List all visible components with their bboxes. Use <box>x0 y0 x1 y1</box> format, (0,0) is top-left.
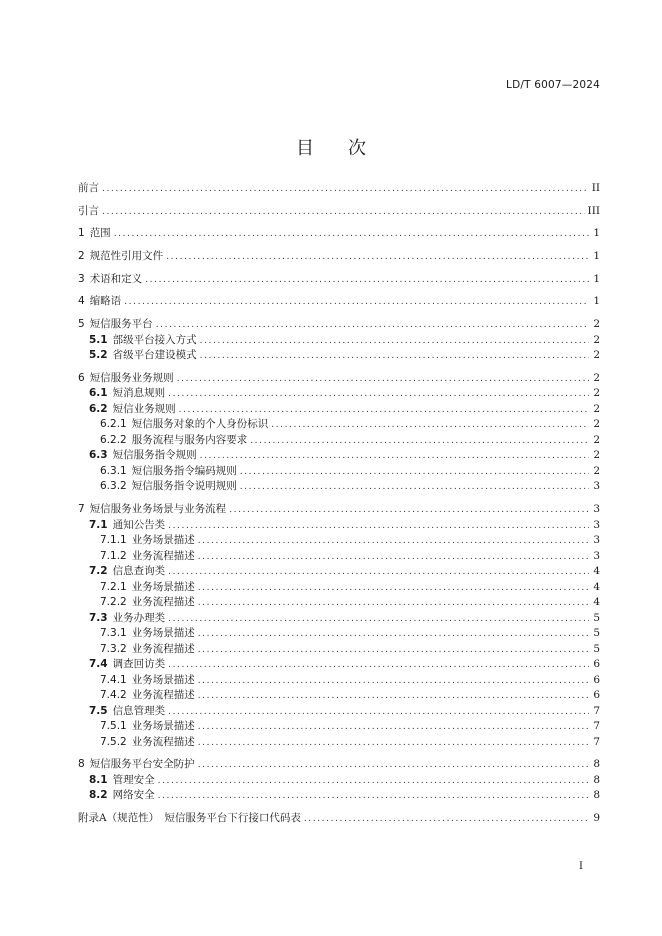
toc-entry[interactable] <box>78 272 600 288</box>
toc-entry-page: 1 <box>593 272 600 285</box>
toc-entry-page: 5 <box>593 642 600 655</box>
toc-dot-leader <box>156 318 589 333</box>
toc-entry[interactable] <box>78 386 600 402</box>
toc-entry-number: 7.1 <box>89 518 108 531</box>
toc-dot-leader <box>168 705 589 720</box>
toc-entry-page: 5 <box>593 627 600 639</box>
toc-entry-label: 业务流程描述 <box>131 549 195 562</box>
toc-entry-page: III <box>587 204 600 217</box>
toc-entry-page: 2 <box>593 349 600 362</box>
toc-entry-label: 短信服务指令说明规则 <box>131 480 237 493</box>
toc-entry[interactable] <box>78 371 600 387</box>
toc-entry[interactable] <box>78 673 600 689</box>
toc-entry-label: 短信服务业务规则 <box>89 371 174 384</box>
toc-entry-label: 调查回访类 <box>112 658 166 670</box>
toc-entry-number: 7.2.2 <box>100 596 127 608</box>
toc-entry-number: 7.4 <box>89 658 108 670</box>
toc-entry-label: 业务办理类 <box>112 611 166 624</box>
toc-entry[interactable] <box>78 402 600 418</box>
toc-entry-number: 7.3.2 <box>100 642 127 655</box>
toc-entry-page: 2 <box>593 318 600 331</box>
toc-entry-label: 引言 <box>78 204 99 217</box>
toc-entry-label: 短信服务指令编码规则 <box>131 464 237 477</box>
toc-entry[interactable] <box>78 688 600 704</box>
toc-entry-number: 7 <box>78 503 85 515</box>
toc-entry-page: 3 <box>593 503 600 515</box>
toc-entry-number: 6.3.2 <box>100 480 127 493</box>
toc-entry[interactable] <box>78 611 600 627</box>
toc-entry-label: 业务场景描述 <box>131 673 195 686</box>
toc-entry[interactable] <box>78 518 600 534</box>
toc-entry-label: 通知公告类 <box>112 518 166 531</box>
toc-entry[interactable] <box>78 757 600 773</box>
toc-entry[interactable] <box>78 788 600 804</box>
toc-entry-page: 7 <box>593 720 600 732</box>
toc-entry-page: 3 <box>593 480 600 493</box>
toc-entry-page: 3 <box>593 549 600 562</box>
toc-entry[interactable] <box>78 333 600 349</box>
toc-entry-page: 2 <box>593 449 600 462</box>
toc-entry-page: 1 <box>593 227 600 240</box>
toc-dot-leader <box>168 612 589 627</box>
toc-entry-page: 7 <box>593 704 600 717</box>
toc-entry-number: 6.2.1 <box>100 418 127 431</box>
toc-entry[interactable] <box>78 502 600 518</box>
toc-entry-number: 4 <box>78 295 85 308</box>
toc-dot-leader <box>198 736 589 751</box>
toc-entry[interactable] <box>78 348 600 364</box>
toc-entry-label: 业务流程描述 <box>131 596 195 608</box>
toc-dot-leader <box>240 480 589 495</box>
toc-entry-number: 7.2.1 <box>100 580 127 593</box>
toc-entry-label: 短消息规则 <box>112 387 166 400</box>
toc-entry-label: 附录A（规范性） 短信服务平台下行接口代码表 <box>78 811 301 824</box>
page-number: I <box>579 861 583 872</box>
toc-dot-leader <box>198 596 589 611</box>
toc-entry-page: 4 <box>593 565 600 577</box>
toc-entry-page: 2 <box>593 387 600 400</box>
toc-dot-leader <box>250 434 589 449</box>
toc-entry[interactable] <box>78 773 600 789</box>
toc-dot-leader <box>179 403 589 418</box>
toc-entry-page: 4 <box>593 580 600 593</box>
toc-entry-label: 术语和定义 <box>89 272 143 285</box>
toc-entry-number: 1 <box>78 227 85 240</box>
toc-entry-label: 省级平台建设模式 <box>112 349 197 362</box>
toc-dot-leader <box>304 812 589 827</box>
toc-entry-label: 短信服务平台安全防护 <box>89 758 195 771</box>
toc-entry[interactable] <box>78 464 600 480</box>
toc-entry-label: 范围 <box>89 227 111 240</box>
toc-dot-leader <box>229 503 589 518</box>
toc-entry-number: 5.2 <box>89 349 108 362</box>
toc-entry-label: 短信业务规则 <box>112 402 176 415</box>
toc-dot-leader <box>198 689 589 704</box>
toc-entry-label: 短信服务平台 <box>89 318 153 331</box>
toc-entry-label: 缩略语 <box>89 295 122 308</box>
toc-entry-number: 5.1 <box>89 333 108 346</box>
toc-entry-page: 6 <box>593 658 600 670</box>
toc-entry[interactable] <box>78 249 600 265</box>
toc-dot-leader <box>114 227 589 242</box>
toc-entry[interactable] <box>78 417 600 433</box>
toc-title-char-1: 目 <box>296 138 314 159</box>
toc-entry-number: 8.2 <box>89 789 108 802</box>
toc-entry[interactable] <box>78 626 600 642</box>
toc-dot-leader <box>198 674 589 689</box>
toc-entry-number: 7.4.1 <box>100 673 127 686</box>
toc-dot-leader <box>124 295 589 310</box>
toc-dot-leader <box>168 519 589 534</box>
toc-entry-page: 8 <box>593 773 600 786</box>
toc-entry-label: 短信服务业务场景与业务流程 <box>89 503 227 515</box>
toc-entry-label: 业务流程描述 <box>131 689 195 701</box>
toc-entry-number: 6.3 <box>89 449 108 462</box>
toc-entry-number: 7.3 <box>89 611 108 624</box>
toc-entry-label: 短信服务对象的个人身份标识 <box>131 418 269 431</box>
toc-dot-leader <box>168 387 589 402</box>
toc-entry-page: 8 <box>593 758 600 771</box>
toc-entry-page: 2 <box>593 402 600 415</box>
toc-entry-label: 业务流程描述 <box>131 642 195 655</box>
toc-entry-page: II <box>591 182 600 194</box>
toc-entry-number: 6 <box>78 371 85 384</box>
toc-entry[interactable] <box>78 533 600 549</box>
toc-entry-label: 信息管理类 <box>112 704 166 717</box>
toc-entry-page: 4 <box>593 596 600 608</box>
toc-entry-label: 规范性引用文件 <box>89 250 164 263</box>
toc-entry[interactable] <box>78 549 600 565</box>
toc-entry-label: 业务场景描述 <box>131 627 195 639</box>
toc-entry[interactable] <box>78 564 600 580</box>
toc-entry-number: 7.4.2 <box>100 689 127 701</box>
toc-dot-leader <box>198 758 589 773</box>
toc-entry-label: 前言 <box>78 182 99 194</box>
toc-dot-leader <box>102 205 585 220</box>
toc-entry-page: 2 <box>593 418 600 431</box>
toc-entry[interactable] <box>78 657 600 673</box>
toc-entry-page: 5 <box>593 611 600 624</box>
toc-dot-leader <box>240 465 589 480</box>
toc-entry-label: 短信服务指令规则 <box>112 449 197 462</box>
toc-entry[interactable] <box>78 735 600 751</box>
toc-entry-number: 7.2 <box>89 565 108 577</box>
document-code-header: LD/T 6007—2024 <box>506 79 600 91</box>
toc-entry[interactable] <box>78 811 600 827</box>
toc-entry[interactable] <box>78 704 600 720</box>
toc-entry-page: 6 <box>593 673 600 686</box>
toc-dot-leader <box>198 550 589 565</box>
toc-entry[interactable] <box>78 448 600 464</box>
toc-title <box>0 134 662 160</box>
toc-dot-leader <box>198 627 589 642</box>
toc-entry[interactable] <box>78 433 600 449</box>
toc-dot-leader <box>198 534 589 549</box>
toc-entry-number: 8.1 <box>89 773 108 786</box>
toc-entry-page: 2 <box>593 371 600 384</box>
toc-entry[interactable] <box>78 642 600 658</box>
toc-entry-number: 6.2 <box>89 402 108 415</box>
toc-entry-label: 信息查询类 <box>112 565 166 577</box>
toc-entry[interactable] <box>78 719 600 735</box>
toc-entry-number: 7.1.1 <box>100 534 127 546</box>
toc-dot-leader <box>166 250 589 265</box>
toc-dot-leader <box>200 334 589 349</box>
toc-dot-leader <box>200 349 589 364</box>
toc-dot-leader <box>102 182 589 197</box>
toc-entry-number: 7.1.2 <box>100 549 127 562</box>
toc-entry[interactable] <box>78 479 600 495</box>
toc-entry-number: 3 <box>78 272 85 285</box>
toc-entry[interactable] <box>78 580 600 596</box>
toc-entry-label: 网络安全 <box>112 789 155 802</box>
toc-entry-page: 9 <box>593 811 600 824</box>
toc-dot-leader <box>198 581 589 596</box>
toc-entry[interactable] <box>78 317 600 333</box>
toc-entry-label: 服务流程与服务内容要求 <box>131 433 248 446</box>
toc-dot-leader <box>168 658 589 673</box>
toc-entry-page: 7 <box>593 735 600 748</box>
toc-entry-label: 业务场景描述 <box>131 720 195 732</box>
toc-entry[interactable] <box>78 204 600 220</box>
toc-entry-number: 7.5.1 <box>100 720 127 732</box>
toc-entry[interactable] <box>78 181 600 197</box>
toc-title-char-2: 次 <box>348 138 366 159</box>
toc-dot-leader <box>145 273 589 288</box>
toc-entry-number: 5 <box>78 318 85 331</box>
toc-entry-number: 6.1 <box>89 387 108 400</box>
toc-dot-leader <box>198 720 589 735</box>
toc-entry-label: 业务流程描述 <box>131 735 195 748</box>
toc-dot-leader <box>198 643 589 658</box>
toc-entry-page: 1 <box>593 295 600 308</box>
toc-dot-leader <box>158 774 589 789</box>
toc-entry-label: 业务场景描述 <box>131 534 195 546</box>
toc-dot-leader <box>168 565 589 580</box>
toc-entry-number: 7.5 <box>89 704 108 717</box>
toc-dot-leader <box>200 449 589 464</box>
table-of-contents <box>78 181 600 826</box>
toc-entry-page: 2 <box>593 464 600 477</box>
toc-entry-label: 业务场景描述 <box>131 580 195 593</box>
toc-entry[interactable] <box>78 595 600 611</box>
toc-entry-label: 部级平台接入方式 <box>112 333 197 346</box>
toc-entry-page: 3 <box>593 518 600 531</box>
toc-entry-number: 6.2.2 <box>100 433 127 446</box>
toc-entry-number: 7.5.2 <box>100 735 127 748</box>
toc-entry-page: 8 <box>593 789 600 802</box>
toc-entry-page: 2 <box>593 333 600 346</box>
toc-entry-number: 2 <box>78 250 85 263</box>
toc-entry-number: 7.3.1 <box>100 627 127 639</box>
toc-entry[interactable] <box>78 294 600 310</box>
toc-entry[interactable] <box>78 226 600 242</box>
toc-entry-page: 2 <box>593 433 600 446</box>
toc-entry-number: 6.3.1 <box>100 464 127 477</box>
toc-entry-number: 8 <box>78 758 85 771</box>
toc-entry-page: 6 <box>593 689 600 701</box>
toc-dot-leader <box>177 372 589 387</box>
toc-dot-leader <box>271 418 589 433</box>
toc-entry-label: 管理安全 <box>112 773 155 786</box>
toc-entry-page: 3 <box>593 534 600 546</box>
toc-entry-page: 1 <box>593 250 600 263</box>
toc-dot-leader <box>158 789 589 804</box>
